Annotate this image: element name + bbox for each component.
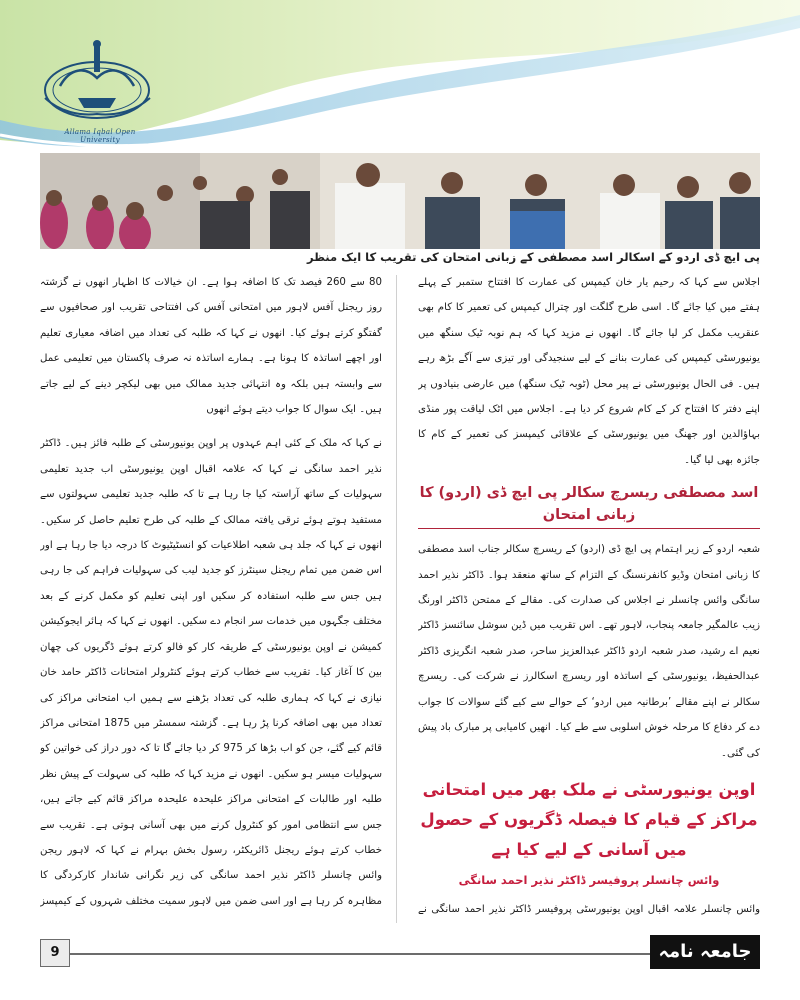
left-column — [40, 270, 382, 920]
footer-rule — [70, 953, 650, 955]
phd-viva-body: شعبہ اردو کے زیر اہتمام پی ایچ ڈی (اردو) کے ریسرچ سکالر جناب اسد مصطفی کا زبانی امتحان وڈیو کانفرنسنگ کے التزام کے ساتھ منعقد ہوا۔ ڈاکٹر نذیر احمد سانگی وائس چانسلر نے اجلاس کی صدارت کی۔ مقالے کے ممتحن ڈاکٹر اورنگ زیب عالمگیر جامعہ پنجاب، لاہور تھے۔ اس تقریب میں ڈین سوشل سائنسز ڈاکٹر نعیم اے رشید، صدر شعبہ اردو ڈاکٹر عبدالعزیز ساحر، صدر شعبہ انگریزی ڈاکٹر عبدالحفیظ، یونیورسٹی کے اساتذہ اور ریسرچ اسکالرز نے شرکت کی۔ ریسرچ سکالر نے اپنے مقالے ’برطانیہ میں اردو‘ کے حوالے سے کیے گئے سوالات کا جواب دے کر دفاع کا مرحلہ خوش اسلوبی سے طے کیا۔ انھیں کامیابی پر مبارک باد پیش کی گئی۔ — [418, 544, 760, 759]
exam-centres-body: وائس چانسلر علامہ اقبال اوپن یونیورسٹی پروفیسر ڈاکٹر نذیر احمد سانگی نے — [418, 903, 760, 915]
headline-exam-centres: اوپن یونیورسٹی نے ملک بھر میں امتحانی مراکز کے قیام کا فیصلہ ڈگریوں کے حصول میں آسانی کے لیے کیا ہے — [420, 779, 758, 859]
photo-caption: پی ایچ ڈی اردو کے اسکالر اسد مصطفی کے زبانی امتحان کی تقریب کا ایک منظر — [306, 250, 760, 264]
continuation-paragraph-1: 80 سے 260 فیصد تک کا اضافہ ہوا ہے۔ ان خیالات کا اظہار انھوں نے گزشتہ روز ریجنل آفس لاہور میں امتحانی آفس کی افتتاحی تقریب اور صحافیوں سے گفتگو کرتے ہوئے کیا۔ انھوں نے کہا کہ طلبہ کی تعداد میں اضافہ معیاری تعلیم اور اچھے اساتذہ کا ہونا ہے۔ ہمارے اساتذہ نہ صرف پاکستان میں تعلیمی عمل سے وابستہ ہیں بلکہ وہ انتہائی جدید ممالک میں بھی لیکچر دینے کے لیے جاتے ہیں۔ ایک سوال کا جواب دیتے ہوئے انھوں — [40, 277, 382, 416]
university-logo — [40, 38, 155, 133]
right-column — [418, 270, 760, 920]
continuation-paragraph-2: نے کہا کہ ملک کے کئی اہم عہدوں پر اوپن یونیورسٹی کے طلبہ فائز ہیں۔ ڈاکٹر نذیر احمد سانگی نے کہا کہ علامہ اقبال اوپن یونیورسٹی اب جدید تعلیمی سہولیات کے ساتھ آراستہ کیا جا رہا ہے تا کہ طلبہ جدید تعلیمی سہولتوں سے مستفید ہوتے ہوئے ترقی یافتہ ممالک کے طلبہ کی طرح تعلیم حاصل کر سکیں۔ انھوں نے کہا کہ جلد ہی شعبہ اطلاعیات کو انسٹیٹیوٹ کا درجہ دیا جا رہا ہے اور اس ضمن میں تمام ریجنل سینٹرز کو جدید لیب کی سہولیات فراہم کی جا رہی ہیں جس سے طلبہ استفادہ کر سکیں اور اپنی تعلیم کو مکمل کرنے کے بعد مختلف جگہوں میں خدمات سر انجام دے سکیں۔ انھوں نے کہا کہ ہائر ایجوکیشن کمیشن نے اوپن یونیورسٹی کے طریقہ کار کو فالو کرتے ہوئے ڈگریوں کی چھان بین کا آغاز کیا۔ تقریب سے خطاب کرتے ہوئے کنٹرولر امتحانات ڈاکٹر حامد خان نیازی نے کہا کہ ہماری طلبہ کی تعداد بڑھنے سے ہمیں اب امتحانی مراکز کی تعداد میں بھی اضافہ کرنا پڑ رہا ہے۔ گزشتہ سمسٹر میں 1875 امتحانی مراکز قائم کیے گئے، جن کو اب بڑھا کر 975 کر دیا جائے گا تا کہ دور دراز کی خواتین کو سہولیات میسر ہو سکیں۔ انھوں نے مزید کہا کہ طلبہ کی سہولت کے پیش نظر طلبہ اور طالبات کے امتحانی مراکز علیحدہ علیحدہ مراکز قائم کیے جاتے ہیں، جس سے انتظامی امور کو کنٹرول کرنے میں بھی آسانی ہوتی ہے۔ تقریب سے خطاب کرتے ہوئے ریجنل ڈائریکٹر، رسول بخش بہرام نے کہا کہ لاہور ریجن وائس چانسلر ڈاکٹر نذیر احمد سانگی کی زیر نگرانی شاندار کارکردگی کا مظاہرہ کر رہا ہے اور اسی ضمن میں لاہور سمیت مختلف شہروں کے کیمپسز — [40, 438, 382, 907]
column-divider — [396, 275, 397, 923]
page-number: 9 — [40, 939, 70, 967]
intro-paragraph: اجلاس سے کہا کہ رحیم یار خان کیمپس کی عمارت کا افتتاح ستمبر کے پہلے ہفتے میں کیا جائے گا۔ اسی طرح گلگت اور چترال کیمپس کی تعمیر کا کام بھی عنقریب مکمل کر لیا جائے گا۔ انھوں نے مزید کہا کہ ہم نوبہ ٹیک سنگھ میں یونیورسٹی کیمپس کی عمارت بنانے کے لیے سنجیدگی اور تیزی سے آگے بڑھ رہے ہیں۔ فی الحال یونیورسٹی نے پیر محل (ٹوبہ ٹیک سنگھ) میں عارضی بنیادوں پر اپنے دفتر کا افتتاح کر کے کام شروع کر دیا ہے۔ اجلاس میں اٹک لیاقت پور منڈی بہاؤالدین اور جھنگ میں یونیورسٹی کے علاقائی کیمپسز کی تعمیر کے کام کا جائزہ بھی لیا گیا۔ — [418, 277, 760, 466]
byline: وائس چانسلر پروفیسر ڈاکٹر نذیر احمد سانگی — [458, 872, 720, 887]
logo-caption: Allama Iqbal Open University — [64, 128, 136, 144]
page-footer — [40, 925, 760, 971]
headline-phd-viva: اسد مصطفی ریسرچ سکالر پی ایچ ڈی (اردو) کا زبانی امتحان — [418, 482, 760, 529]
magazine-brand: جامعہ نامہ — [650, 935, 760, 969]
ceremony-photo — [40, 153, 760, 249]
